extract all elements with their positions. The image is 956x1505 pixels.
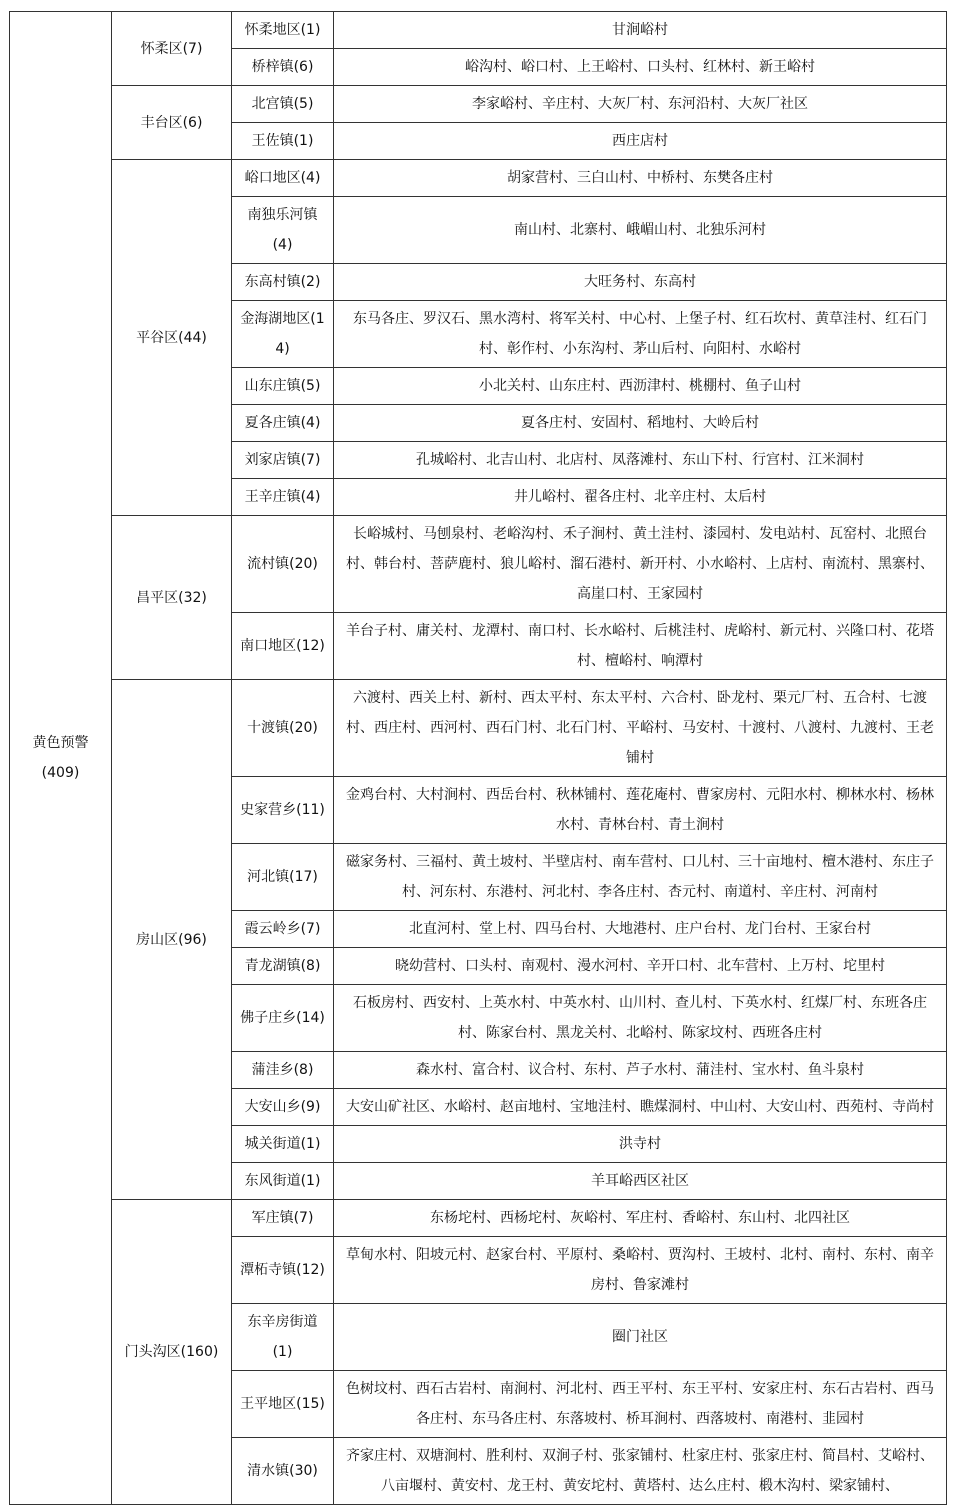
villages-cell: 色树坟村、西石古岩村、南涧村、河北村、西王平村、东王平村、安家庄村、东石古岩村、西马各庄村、东马各庄村、东落坡村、桥耳涧村、西落坡村、南港村、韭园村 — [334, 1371, 947, 1438]
table-row — [10, 86, 947, 123]
town-cell: 山东庄镇(5) — [232, 368, 334, 405]
town-cell: 东高村镇(2) — [232, 264, 334, 301]
town-cell: 南独乐河镇(4) — [232, 197, 334, 264]
villages-cell: 洪寺村 — [334, 1126, 947, 1163]
villages-cell: 孔城峪村、北吉山村、北店村、凤落滩村、东山下村、行宫村、江米洞村 — [334, 442, 947, 479]
villages-cell: 胡家营村、三白山村、中桥村、东樊各庄村 — [334, 160, 947, 197]
town-cell: 王辛庄镇(4) — [232, 479, 334, 516]
villages-cell: 大安山矿社区、水峪村、赵亩地村、宝地洼村、瞧煤洞村、中山村、大安山村、西苑村、寺尚村 — [334, 1089, 947, 1126]
town-cell: 佛子庄乡(14) — [232, 985, 334, 1052]
town-cell: 城关街道(1) — [232, 1126, 334, 1163]
villages-cell: 六渡村、西关上村、新村、西太平村、东太平村、六合村、卧龙村、栗元厂村、五合村、七渡村、西庄村、西河村、西石门村、北石门村、平峪村、马安村、十渡村、八渡村、九渡村、王老铺村 — [334, 680, 947, 777]
district-cell: 怀柔区(7) — [112, 12, 232, 86]
villages-cell: 东杨坨村、西杨坨村、灰峪村、军庄村、香峪村、东山村、北四社区 — [334, 1200, 947, 1237]
villages-cell: 草甸水村、阳坡元村、赵家台村、平原村、桑峪村、贾沟村、王坡村、北村、南村、东村、南辛房村、鲁家滩村 — [334, 1237, 947, 1304]
town-cell: 流村镇(20) — [232, 516, 334, 613]
town-cell: 潭柘寺镇(12) — [232, 1237, 334, 1304]
town-cell: 东风街道(1) — [232, 1163, 334, 1200]
villages-cell: 金鸡台村、大村涧村、西岳台村、秋林铺村、莲花庵村、曹家房村、元阳水村、柳林水村、杨林水村、青林台村、青土涧村 — [334, 777, 947, 844]
villages-cell: 磁家务村、三福村、黄土坡村、半壁店村、南车营村、口儿村、三十亩地村、檀木港村、东庄子村、河东村、东港村、河北村、李各庄村、杏元村、南道村、辛庄村、河南村 — [334, 844, 947, 911]
villages-cell: 羊台子村、庸关村、龙潭村、南口村、长水峪村、后桃洼村、虎峪村、新元村、兴隆口村、花塔村、檀峪村、响潭村 — [334, 613, 947, 680]
villages-cell: 圈门社区 — [334, 1304, 947, 1371]
table-row — [10, 516, 947, 613]
town-cell: 青龙湖镇(8) — [232, 948, 334, 985]
villages-cell: 羊耳峪西区社区 — [334, 1163, 947, 1200]
town-cell: 十渡镇(20) — [232, 680, 334, 777]
warning-table — [9, 11, 947, 1505]
villages-cell: 森水村、富合村、议合村、东村、芦子水村、蒲洼村、宝水村、鱼斗泉村 — [334, 1052, 947, 1089]
warning-table-body — [10, 12, 947, 1505]
town-cell: 东辛房街道(1) — [232, 1304, 334, 1371]
district-cell: 门头沟区(160) — [112, 1200, 232, 1505]
district-cell: 房山区(96) — [112, 680, 232, 1200]
town-cell: 史家营乡(11) — [232, 777, 334, 844]
villages-cell: 齐家庄村、双塘涧村、胜利村、双涧子村、张家铺村、杜家庄村、张家庄村、简昌村、艾峪村、八亩堰村、黄安村、龙王村、黄安坨村、黄塔村、达么庄村、椴木沟村、梁家铺村、 — [334, 1438, 947, 1505]
town-cell: 北宫镇(5) — [232, 86, 334, 123]
villages-cell: 北直河村、堂上村、四马台村、大地港村、庄户台村、龙门台村、王家台村 — [334, 911, 947, 948]
town-cell: 夏各庄镇(4) — [232, 405, 334, 442]
villages-cell: 东马各庄、罗汉石、黑水湾村、将军关村、中心村、上堡子村、红石坎村、黄草洼村、红石门村、彰作村、小东沟村、茅山后村、向阳村、水峪村 — [334, 301, 947, 368]
town-cell: 大安山乡(9) — [232, 1089, 334, 1126]
villages-cell: 晓幼营村、口头村、南观村、漫水河村、辛开口村、北车营村、上万村、坨里村 — [334, 948, 947, 985]
table-row — [10, 1200, 947, 1237]
town-cell: 金海湖地区(14) — [232, 301, 334, 368]
warning-level-cell — [10, 12, 112, 1505]
town-cell: 王佐镇(1) — [232, 123, 334, 160]
town-cell: 蒲洼乡(8) — [232, 1052, 334, 1089]
town-cell: 南口地区(12) — [232, 613, 334, 680]
town-cell: 怀柔地区(1) — [232, 12, 334, 49]
table-row — [10, 680, 947, 777]
villages-cell: 西庄店村 — [334, 123, 947, 160]
villages-cell: 长峪城村、马刨泉村、老峪沟村、禾子涧村、黄土洼村、漆园村、发电站村、瓦窑村、北照台村、韩台村、菩萨鹿村、狼儿峪村、溜石港村、新开村、小水峪村、上店村、南流村、黑寨村、高崖口村、王家园村 — [334, 516, 947, 613]
villages-cell: 南山村、北寨村、峨嵋山村、北独乐河村 — [334, 197, 947, 264]
villages-cell: 大旺务村、东高村 — [334, 264, 947, 301]
villages-cell: 李家峪村、辛庄村、大灰厂村、东河沿村、大灰厂社区 — [334, 86, 947, 123]
town-cell: 王平地区(15) — [232, 1371, 334, 1438]
villages-cell: 峪沟村、峪口村、上王峪村、口头村、红林村、新王峪村 — [334, 49, 947, 86]
town-cell: 桥梓镇(6) — [232, 49, 334, 86]
district-cell: 平谷区(44) — [112, 160, 232, 516]
town-cell: 霞云岭乡(7) — [232, 911, 334, 948]
district-cell: 昌平区(32) — [112, 516, 232, 680]
table-row — [10, 12, 947, 49]
town-cell: 峪口地区(4) — [232, 160, 334, 197]
villages-cell: 甘涧峪村 — [334, 12, 947, 49]
town-cell: 军庄镇(7) — [232, 1200, 334, 1237]
villages-cell: 夏各庄村、安固村、稻地村、大岭后村 — [334, 405, 947, 442]
villages-cell: 小北关村、山东庄村、西沥津村、桃棚村、鱼子山村 — [334, 368, 947, 405]
district-cell: 丰台区(6) — [112, 86, 232, 160]
warning-level-name: 黄色预警 — [32, 735, 89, 751]
warning-level-count: (409) — [41, 765, 80, 781]
villages-cell: 井儿峪村、翟各庄村、北辛庄村、太后村 — [334, 479, 947, 516]
villages-cell: 石板房村、西安村、上英水村、中英水村、山川村、查儿村、下英水村、红煤厂村、东班各庄村、陈家台村、黑龙关村、北峪村、陈家坟村、西班各庄村 — [334, 985, 947, 1052]
town-cell: 刘家店镇(7) — [232, 442, 334, 479]
table-row — [10, 160, 947, 197]
town-cell: 河北镇(17) — [232, 844, 334, 911]
town-cell: 清水镇(30) — [232, 1438, 334, 1505]
